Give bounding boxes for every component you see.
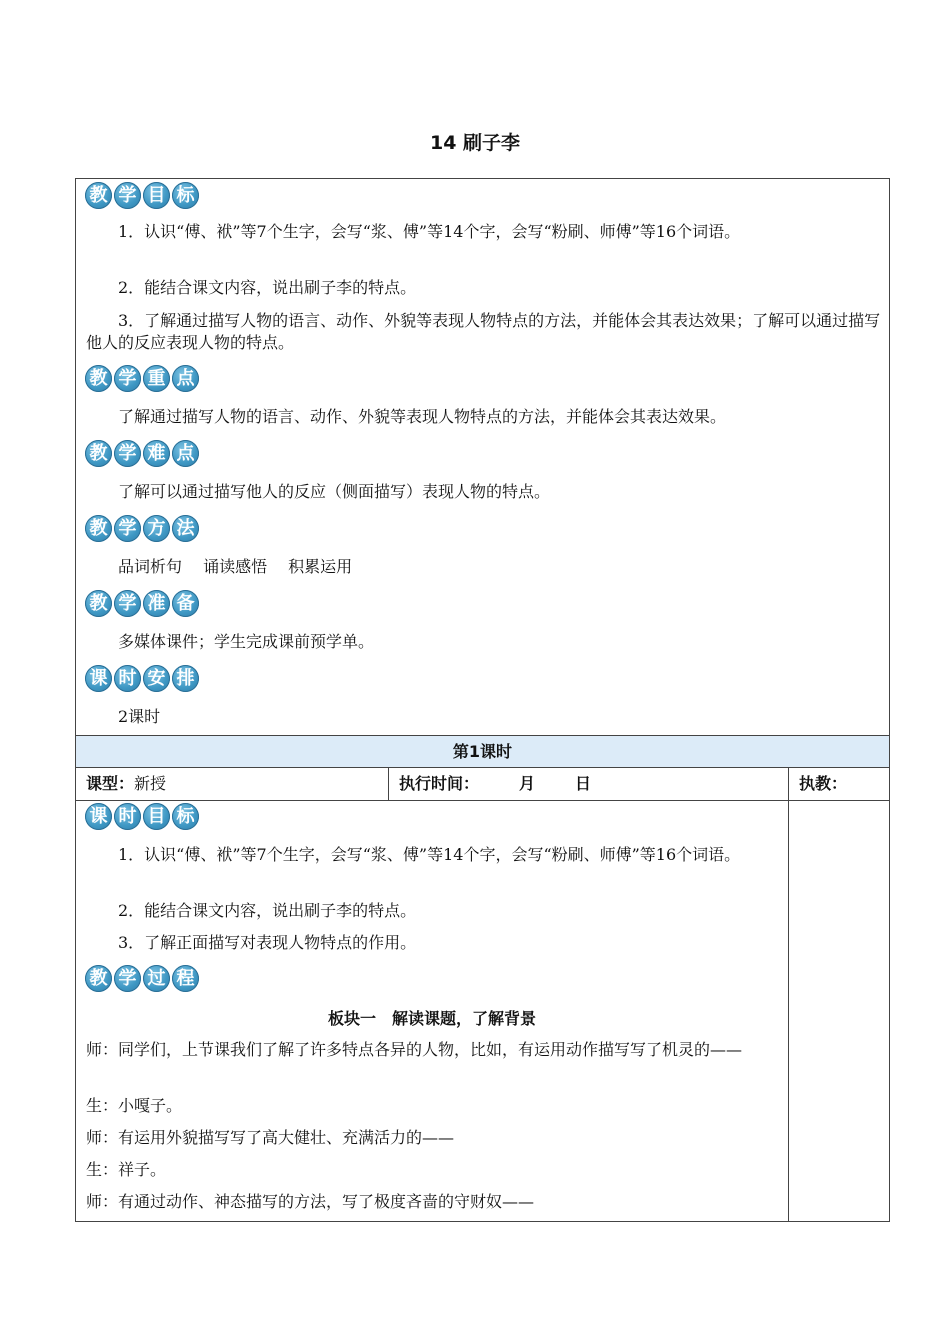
goal-item-2: 2．能结合课文内容，说出刷子李的特点。 [118, 278, 417, 297]
goal-item-1: 1．认识“傅、袱”等7个生字，会写“浆、傅”等14个字，会写“粉刷、师傅”等16个词语。 [118, 222, 741, 241]
lesson-body [75, 800, 890, 1222]
execution-time: 执行时间： 月 日 [388, 768, 788, 800]
prep-text: 多媒体课件；学生完成课前预学单。 [118, 632, 375, 651]
lesson-type: 课型：新授 [86, 774, 167, 793]
dialogue-line-4: 生：祥子。 [86, 1160, 167, 1179]
lesson-goal-1: 1．认识“傅、袱”等7个生字，会写“浆、傅”等14个字，会写“粉刷、师傅”等16个词语。 [118, 845, 741, 864]
schedule-badge: 课 时 安 排 [85, 665, 201, 692]
lesson-header: 第1课时 [75, 735, 890, 768]
difficulty-text: 了解可以通过描写他人的反应（侧面描写）表现人物的特点。 [118, 482, 551, 501]
dialogue-line-3: 师：有运用外貌描写写了高大健壮、充满活力的—— [86, 1128, 455, 1147]
lesson-meta-row [75, 767, 890, 801]
goals-badge: 教 学 目 标 [85, 182, 201, 209]
key-points-badge: 教 学 重 点 [85, 365, 201, 392]
lesson-goals-badge: 课 时 目 标 [85, 803, 201, 830]
process-badge: 教 学 过 程 [85, 965, 201, 992]
page-title: 14 刷子李 [429, 132, 521, 154]
prep-badge: 教 学 准 备 [85, 590, 201, 617]
lesson-goal-2: 2．能结合课文内容，说出刷子李的特点。 [118, 901, 417, 920]
dialogue-line-1: 师：同学们，上节课我们了解了许多特点各异的人物，比如，有运用动作描写写了机灵的—— [86, 1040, 743, 1059]
schedule-text: 2课时 [118, 707, 161, 726]
method-text: 品词析句 诵读感悟 积累运用 [118, 557, 353, 576]
key-points-text: 了解通过描写人物的语言、动作、外貌等表现人物特点的方法，并能体会其表达效果。 [118, 407, 727, 426]
overview-box [75, 178, 890, 736]
method-badge: 教 学 方 法 [85, 515, 201, 542]
dialogue-line-5: 师：有通过动作、神态描写的方法，写了极度吝啬的守财奴—— [86, 1192, 535, 1211]
teacher: 执教： [788, 768, 890, 800]
goal-item-3: 3．了解通过描写人物的语言、动作、外貌等表现人物特点的方法，并能体会其表达效果；了解可以通过描写他人的反应表现人物的特点。 [86, 311, 881, 352]
column-divider [788, 801, 789, 1221]
dialogue-line-2: 生：小嘎子。 [86, 1096, 183, 1115]
block-title: 板块一 解读课题，了解背景 [327, 1009, 536, 1028]
difficulty-badge: 教 学 难 点 [85, 440, 201, 467]
lesson-goal-3: 3．了解正面描写对表现人物特点的作用。 [118, 933, 417, 952]
